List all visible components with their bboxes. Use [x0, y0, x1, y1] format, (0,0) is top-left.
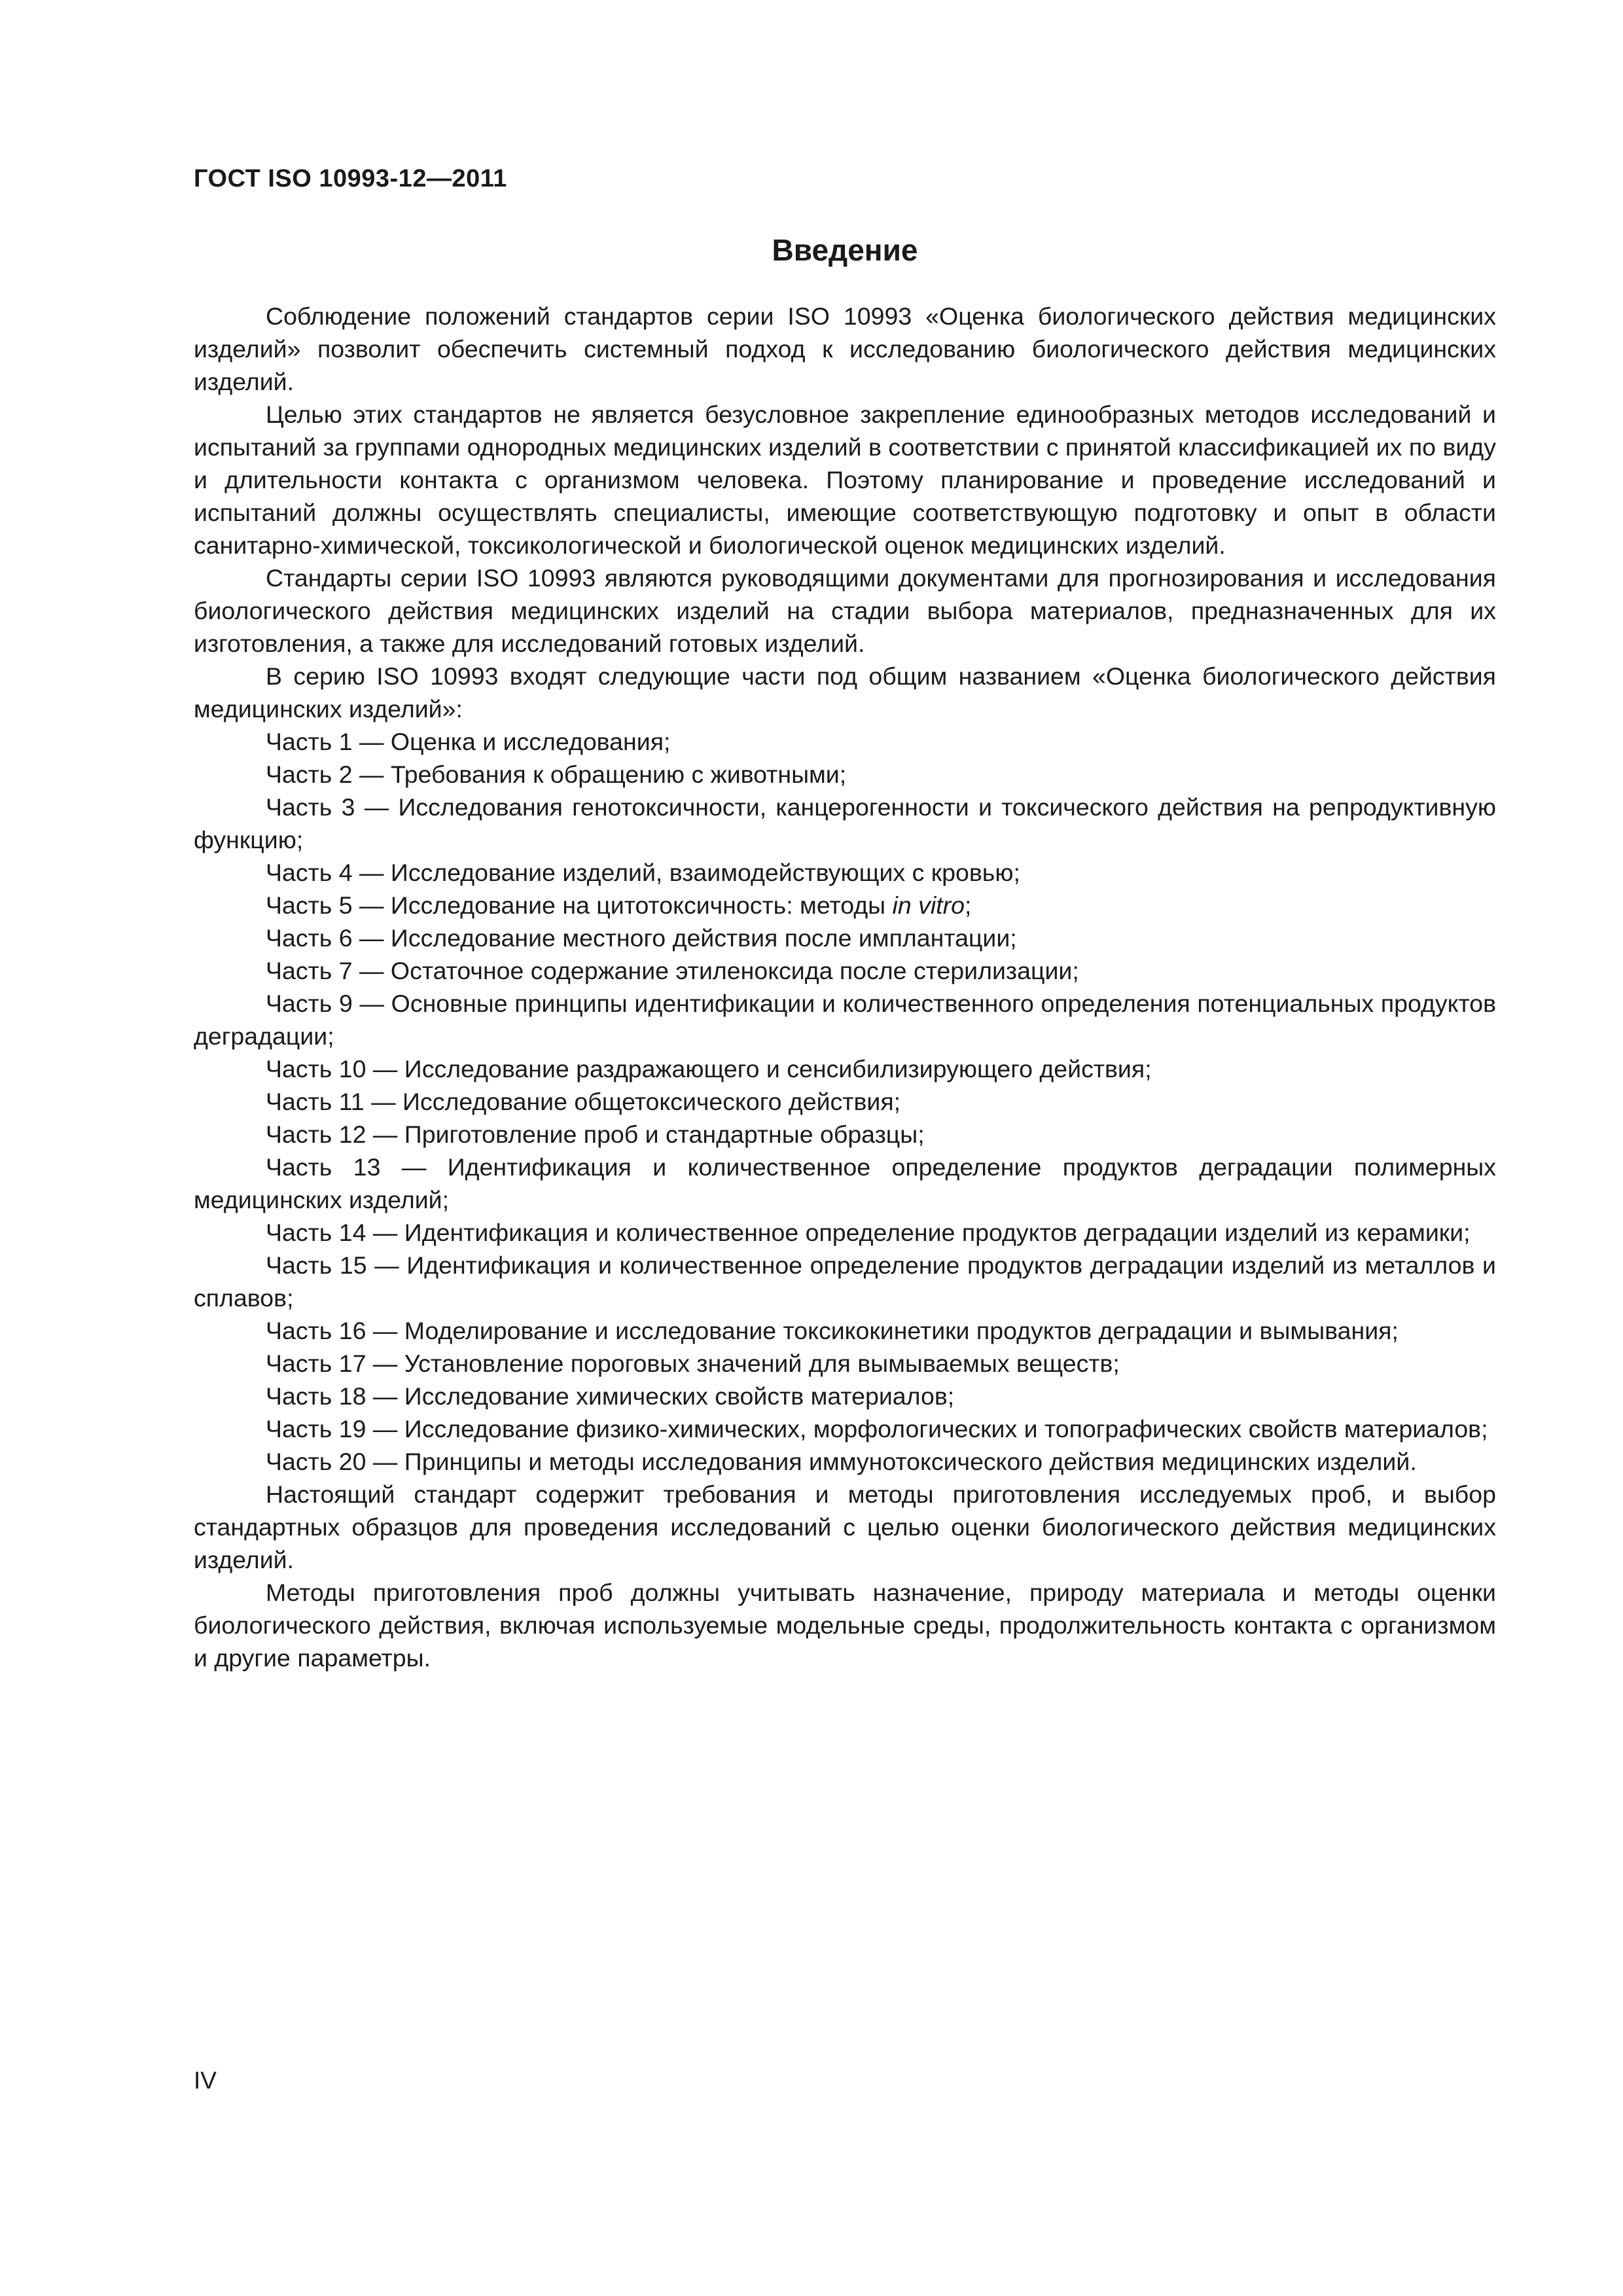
part-item: Часть 6 — Исследование местного действия после имплантации; — [266, 924, 1017, 952]
part-item: Часть 9 — Основные принципы идентификации и количественного определения потенциальных продуктов деградации; — [194, 990, 1496, 1050]
part-item: Часть 10 — Исследование раздражающего и сенсибилизирующего действия; — [266, 1055, 1152, 1083]
part-item: Часть 16 — Моделирование и исследование токсикокинетики продуктов деградации и вымывания; — [266, 1317, 1399, 1344]
paragraph: Целью этих стандартов не является безусловное закрепление единообразных методов исследований и испытаний за группами однородных медицинских изделий в соответствии с принятой классификацией их по виду и длительности контакта с организмом человека. Поэтому планирование и проведение исследований и испытаний должны осуществлять специалисты, имеющие соответствующую подготовку и опыт в области санитарно-химической, токсикологической и биологической оценок медицинских изделий. — [194, 401, 1496, 559]
document-code: ГОСТ ISO 10993-12—2011 — [194, 165, 507, 192]
paragraph: В серию ISO 10993 входят следующие части под общим названием «Оценка биологического действия медицинских изделий»: — [194, 662, 1496, 723]
part-item: Часть 17 — Установление пороговых значений для вымываемых веществ; — [266, 1350, 1120, 1377]
page-number: IV — [194, 2067, 217, 2094]
paragraph: Соблюдение положений стандартов серии ISO 10993 «Оценка биологического действия медицинских изделий» позволит обеспечить системный подход к исследованию биологического действия медицинских изделий. — [194, 302, 1496, 395]
part-item: Часть 13 — Идентификация и количественное определение продуктов деградации полимерных медицинских изделий; — [194, 1153, 1496, 1213]
part-item: Часть 2 — Требования к обращению с животными; — [266, 761, 847, 788]
section-title: Введение — [772, 233, 918, 267]
part-item: Часть 12 — Приготовление проб и стандартные образцы; — [266, 1121, 925, 1148]
part-item: Часть 20 — Принципы и методы исследования иммунотоксического действия медицинских изделий. — [266, 1448, 1417, 1475]
paragraph: Настоящий стандарт содержит требования и методы приготовления исследуемых проб, и выбор стандартных образцов для проведения исследований с целью оценки биологического действия медицинских изделий. — [194, 1480, 1496, 1573]
part-item: Часть 1 — Оценка и исследования; — [266, 728, 671, 755]
paragraph: Методы приготовления проб должны учитывать назначение, природу материала и методы оценки биологического действия, включая используемые модельные среды, продолжительность контакта с организмом и другие параметры. — [194, 1579, 1496, 1672]
part-item: Часть 19 — Исследование физико-химических, морфологических и топографических свойств материалов; — [266, 1415, 1488, 1443]
body-text — [194, 300, 1496, 1674]
part-item: Часть 3 — Исследования генотоксичности, канцерогенности и токсического действия на репродуктивную функцию; — [194, 793, 1496, 853]
paragraph: Стандарты серии ISO 10993 являются руководящими документами для прогнозирования и исследования биологического действия медицинских изделий на стадии выбора материалов, предназначенных для их изготовления, а также для исследований готовых изделий. — [194, 564, 1496, 657]
part-item: Часть 11 — Исследование общетоксического действия; — [266, 1088, 901, 1115]
part-item: Часть 18 — Исследование химических свойств материалов; — [266, 1382, 955, 1410]
part-item: Часть 5 — Исследование на цитотоксичность: методы in vitro; — [266, 891, 972, 919]
part-item: Часть 15 — Идентификация и количественное определение продуктов деградации изделий из металлов и сплавов; — [194, 1251, 1496, 1312]
part-item: Часть 7 — Остаточное содержание этиленоксида после стерилизации; — [266, 957, 1079, 984]
part-item: Часть 4 — Исследование изделий, взаимодействующих с кровью; — [266, 859, 1020, 886]
part-item: Часть 14 — Идентификация и количественное определение продуктов деградации изделий из керамики; — [266, 1219, 1471, 1246]
